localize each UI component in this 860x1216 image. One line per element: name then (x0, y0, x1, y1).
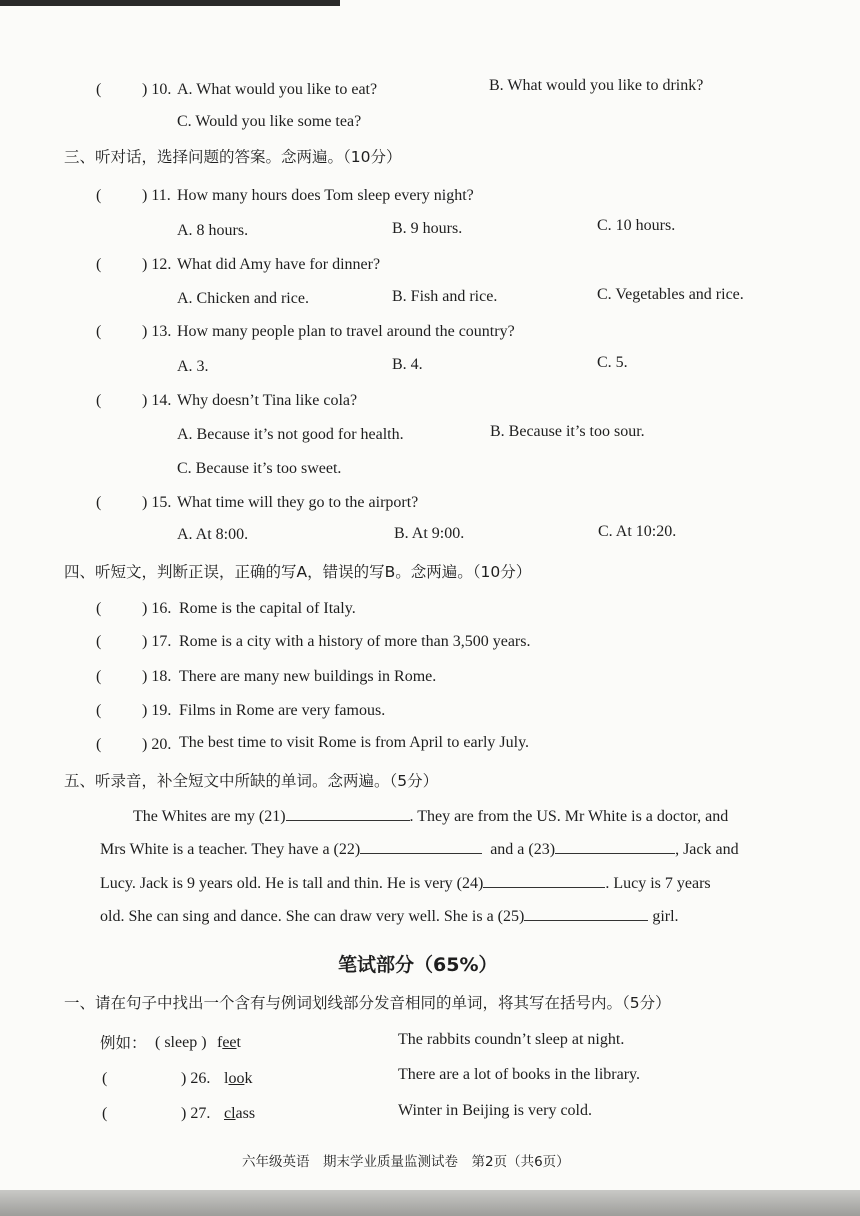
example-label: 例如： (100, 1034, 147, 1052)
underlined-part: cl (224, 1105, 236, 1122)
example-sentence: The rabbits coundn’t sleep at night. (398, 1031, 625, 1048)
cloze-text: The Whites are my (21) (133, 808, 286, 825)
q13-option-c: C. 5. (597, 354, 628, 371)
cloze-text: , Jack and (675, 841, 739, 858)
word-part: t (236, 1034, 241, 1051)
q15-paren: ( (96, 494, 102, 511)
blank-23[interactable] (555, 839, 675, 854)
cloze-text: girl. (652, 908, 679, 925)
q15-number: ) 15. (142, 494, 172, 511)
q17-statement: Rome is a city with a history of more than 3,500 years. (179, 633, 531, 650)
word-part: l (224, 1070, 229, 1087)
q14-option-b: B. Because it’s too sour. (490, 423, 645, 440)
q11-option-a: A. 8 hours. (177, 222, 249, 239)
q12-option-c: C. Vegetables and rice. (597, 286, 744, 303)
q14-number: ) 14. (142, 392, 172, 409)
q27-number: ) 27. (181, 1105, 211, 1122)
underlined-part: oo (228, 1070, 245, 1087)
q17-number: ) 17. (142, 633, 172, 650)
q13-option-a: A. 3. (177, 358, 209, 375)
word-part: ass (235, 1105, 256, 1122)
q20-statement: The best time to visit Rome is from April to early July. (179, 734, 530, 751)
blank-24[interactable] (483, 873, 605, 888)
q10-option-a: A. What would you like to eat? (177, 81, 378, 98)
blank-21[interactable] (286, 806, 410, 821)
q20-paren: ( (96, 736, 102, 753)
q27-word (224, 1104, 255, 1124)
q14-option-c: C. Because it’s too sweet. (177, 460, 342, 477)
q19-statement: Films in Rome are very famous. (179, 702, 386, 719)
q12-number: ) 12. (142, 256, 172, 273)
q10-option-b: B. What would you like to drink? (489, 77, 704, 94)
q10-number: ) 10. (142, 81, 172, 98)
q11-option-b: B. 9 hours. (392, 220, 463, 237)
q15-option-c: C. At 10:20. (598, 523, 677, 540)
section4-title: 四、听短文，判断正误，正确的写A，错误的写B。念两遍。（10分） (64, 563, 532, 581)
q19-number: ) 19. (142, 702, 172, 719)
q14-stem: Why doesn’t Tina like cola? (177, 392, 358, 409)
q10-paren: ( (96, 81, 102, 98)
blank-25[interactable] (524, 906, 648, 921)
written-part-heading: 笔试部分（65%） (338, 954, 498, 976)
q13-stem: How many people plan to travel around the country? (177, 323, 515, 340)
q11-stem: How many hours does Tom sleep every night? (177, 187, 474, 204)
cloze-text: old. She can sing and dance. She can draw very well. She is a (25) (100, 908, 525, 925)
written-section1-title: 一、请在句子中找出一个含有与例词划线部分发音相同的单词，将其写在括号内。（5分） (64, 994, 671, 1012)
cloze-line-2 (100, 839, 739, 860)
section3-title: 三、听对话，选择问题的答案。念两遍。（10分） (64, 148, 402, 166)
q13-option-b: B. 4. (392, 356, 423, 373)
q18-statement: There are many new buildings in Rome. (179, 668, 437, 685)
top-edge-line (0, 0, 340, 6)
q17-paren: ( (96, 633, 102, 650)
q14-option-a: A. Because it’s not good for health. (177, 426, 404, 443)
cloze-line-3 (100, 873, 711, 894)
q11-number: ) 11. (142, 187, 171, 204)
q18-paren: ( (96, 668, 102, 685)
cloze-text: . Lucy is 7 years (605, 875, 711, 892)
q20-number: ) 20. (142, 736, 172, 753)
q12-option-b: B. Fish and rice. (392, 288, 498, 305)
cloze-text: . They are from the US. Mr White is a doctor, and (409, 808, 729, 825)
word-part: f (217, 1034, 223, 1051)
cloze-line-1 (133, 806, 728, 827)
q19-paren: ( (96, 702, 102, 719)
q14-paren: ( (96, 392, 102, 409)
cloze-text: Lucy. Jack is 9 years old. He is tall and thin. He is very (24) (100, 875, 484, 892)
section5-title: 五、听录音，补全短文中所缺的单词。念两遍。（5分） (64, 772, 439, 790)
underlined-part: ee (222, 1034, 237, 1051)
blank-22[interactable] (360, 839, 482, 854)
cloze-line-4 (100, 906, 679, 927)
q15-stem: What time will they go to the airport? (177, 494, 419, 511)
q26-paren: ( (102, 1070, 108, 1087)
word-part: k (244, 1070, 253, 1087)
example-answer: ( sleep ) (155, 1034, 207, 1051)
q16-paren: ( (96, 600, 102, 617)
cloze-text: and a (23) (490, 841, 556, 858)
q12-option-a: A. Chicken and rice. (177, 290, 309, 307)
q26-word (224, 1069, 252, 1089)
q10-option-c: C. Would you like some tea? (177, 113, 362, 130)
q12-paren: ( (96, 256, 102, 273)
page-footer: 六年级英语 期末学业质量监测试卷 第2页（共6页） (242, 1154, 570, 1170)
q15-option-b: B. At 9:00. (394, 525, 465, 542)
q11-paren: ( (96, 187, 102, 204)
scan-bottom-band (0, 1190, 860, 1216)
q27-paren: ( (102, 1105, 108, 1122)
q16-number: ) 16. (142, 600, 172, 617)
q26-number: ) 26. (181, 1070, 211, 1087)
q13-number: ) 13. (142, 323, 172, 340)
q12-stem: What did Amy have for dinner? (177, 256, 381, 273)
q26-sentence: There are a lot of books in the library. (398, 1066, 640, 1083)
q18-number: ) 18. (142, 668, 172, 685)
q15-option-a: A. At 8:00. (177, 526, 249, 543)
q13-paren: ( (96, 323, 102, 340)
q16-statement: Rome is the capital of Italy. (179, 600, 356, 617)
example-word (217, 1033, 241, 1053)
q27-sentence: Winter in Beijing is very cold. (398, 1102, 592, 1119)
q11-option-c: C. 10 hours. (597, 217, 676, 234)
cloze-text: Mrs White is a teacher. They have a (22) (100, 841, 361, 858)
